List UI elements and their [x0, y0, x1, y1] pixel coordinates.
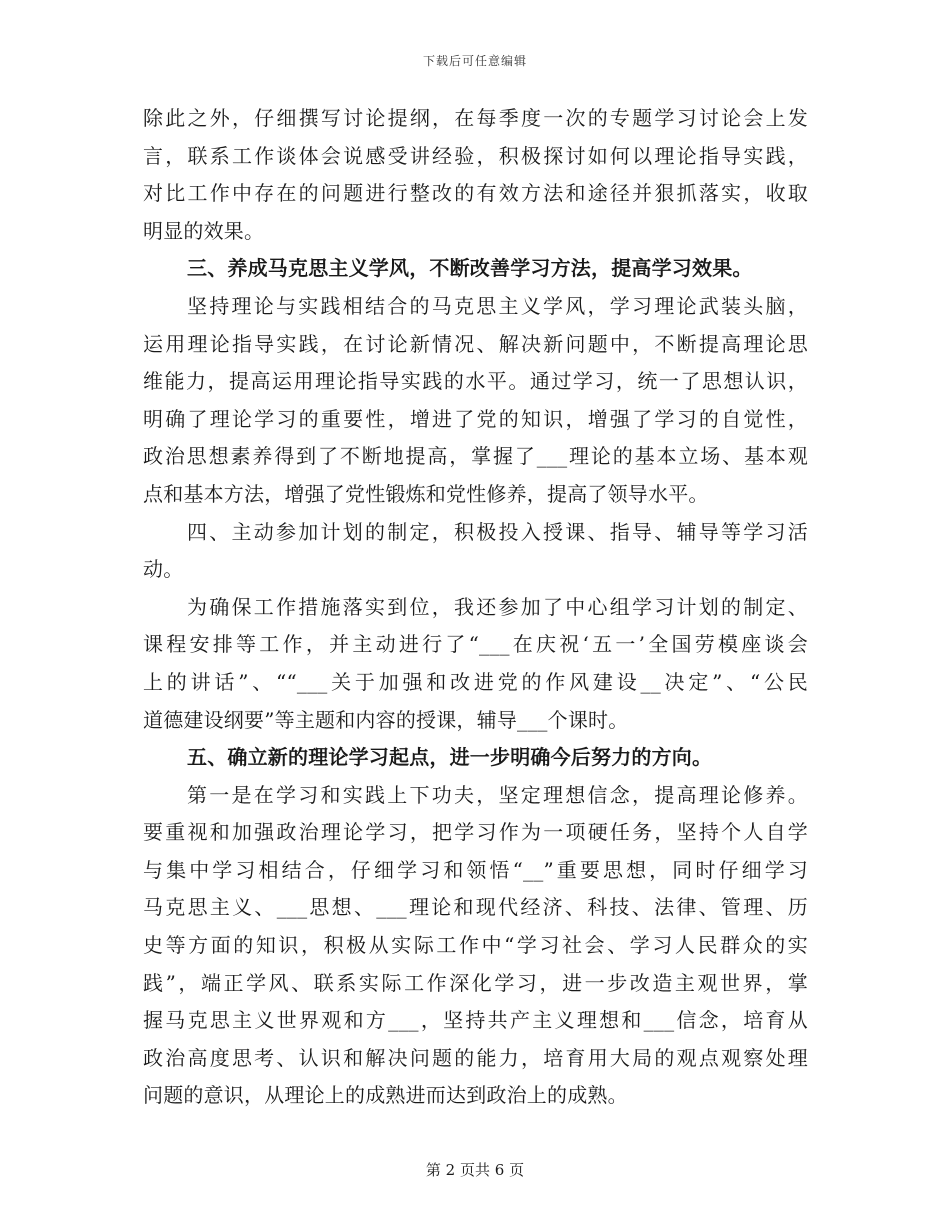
- paragraph-line: 政治高度思考、认识和解决问题的能力，培育用大局的观点观察处理: [143, 1045, 808, 1070]
- paragraph-line: 为确保工作措施落实到位，我还参加了中心组学习计划的制定、: [187, 594, 808, 619]
- paragraph-line: 运用理论指导实践，在讨论新情况、解决新问题中，不断提高理论思: [143, 331, 808, 356]
- paragraph-line: 上的讲话”、““___关于加强和改进党的作风建设__决定”、“公民: [143, 669, 808, 694]
- paragraph-line: 对比工作中存在的问题进行整改的有效方法和途径并狠抓落实，收取: [143, 181, 808, 206]
- paragraph-line: 动。: [143, 557, 184, 582]
- page-header: 下载后可任意编辑: [422, 54, 527, 68]
- paragraph-line: 言，联系工作谈体会说感受讲经验，积极探讨如何以理论指导实践，: [143, 143, 808, 168]
- paragraph-line: 除此之外，仔细撰写讨论提纲，在每季度一次的专题学习讨论会上发: [143, 106, 808, 130]
- section-heading-line: 五、确立新的理论学习起点，进一步明确今后努力的方向。: [187, 745, 713, 770]
- paragraph-line: 明显的效果。: [143, 218, 265, 243]
- page-footer: 第 2 页共 6 页: [425, 1161, 525, 1179]
- paragraph-line: 课程安排等工作，并主动进行了“___在庆祝‘五一’全国劳模座谈会: [143, 632, 808, 657]
- document-body: [143, 100, 808, 1115]
- paragraph-line: 与集中学习相结合，仔细学习和领悟“__”重要思想，同时仔细学习: [143, 857, 808, 882]
- paragraph-line: 坚持理论与实践相结合的马克思主义学风，学习理论武装头脑，: [187, 293, 808, 318]
- paragraph-line: 道德建设纲要”等主题和内容的授课，辅导___个课时。: [143, 707, 629, 732]
- paragraph-line: 第一是在学习和实践上下功夫，坚定理想信念，提高理论修养。: [187, 782, 808, 807]
- paragraph-line: 问题的意识，从理论上的成熟进而达到政治上的成熟。: [143, 1083, 628, 1108]
- section-heading-line: 三、养成马克思主义学风，不断改善学习方法，提高学习效果。: [187, 256, 753, 281]
- paragraph-line: 史等方面的知识，积极从实际工作中“学习社会、学习人民群众的实: [143, 933, 808, 958]
- paragraph-line: 四、主动参加计划的制定，积极投入授课、指导、辅导等学习活: [187, 519, 808, 544]
- paragraph-line: 维能力，提高运用理论指导实践的水平。通过学习，统一了思想认识，: [143, 369, 808, 394]
- paragraph-line: 明确了理论学习的重要性，增进了党的知识，增强了学习的自觉性，: [143, 406, 808, 431]
- paragraph-line: 要重视和加强政治理论学习，把学习作为一项硬任务，坚持个人自学: [143, 820, 808, 845]
- paragraph-line: 马克思主义、___思想、___理论和现代经济、科技、法律、管理、历: [143, 895, 808, 920]
- paragraph-line: 政治思想素养得到了不断地提高，掌握了___理论的基本立场、基本观: [143, 444, 808, 469]
- paragraph-line: 点和基本方法，增强了党性锻炼和党性修养，提高了领导水平。: [143, 481, 709, 506]
- paragraph-line: 握马克思主义世界观和方___，坚持共产主义理想和___信念，培育从: [143, 1008, 808, 1033]
- paragraph-line: 践”，端正学风、联系实际工作深化学习，进一步改造主观世界，掌: [143, 970, 808, 995]
